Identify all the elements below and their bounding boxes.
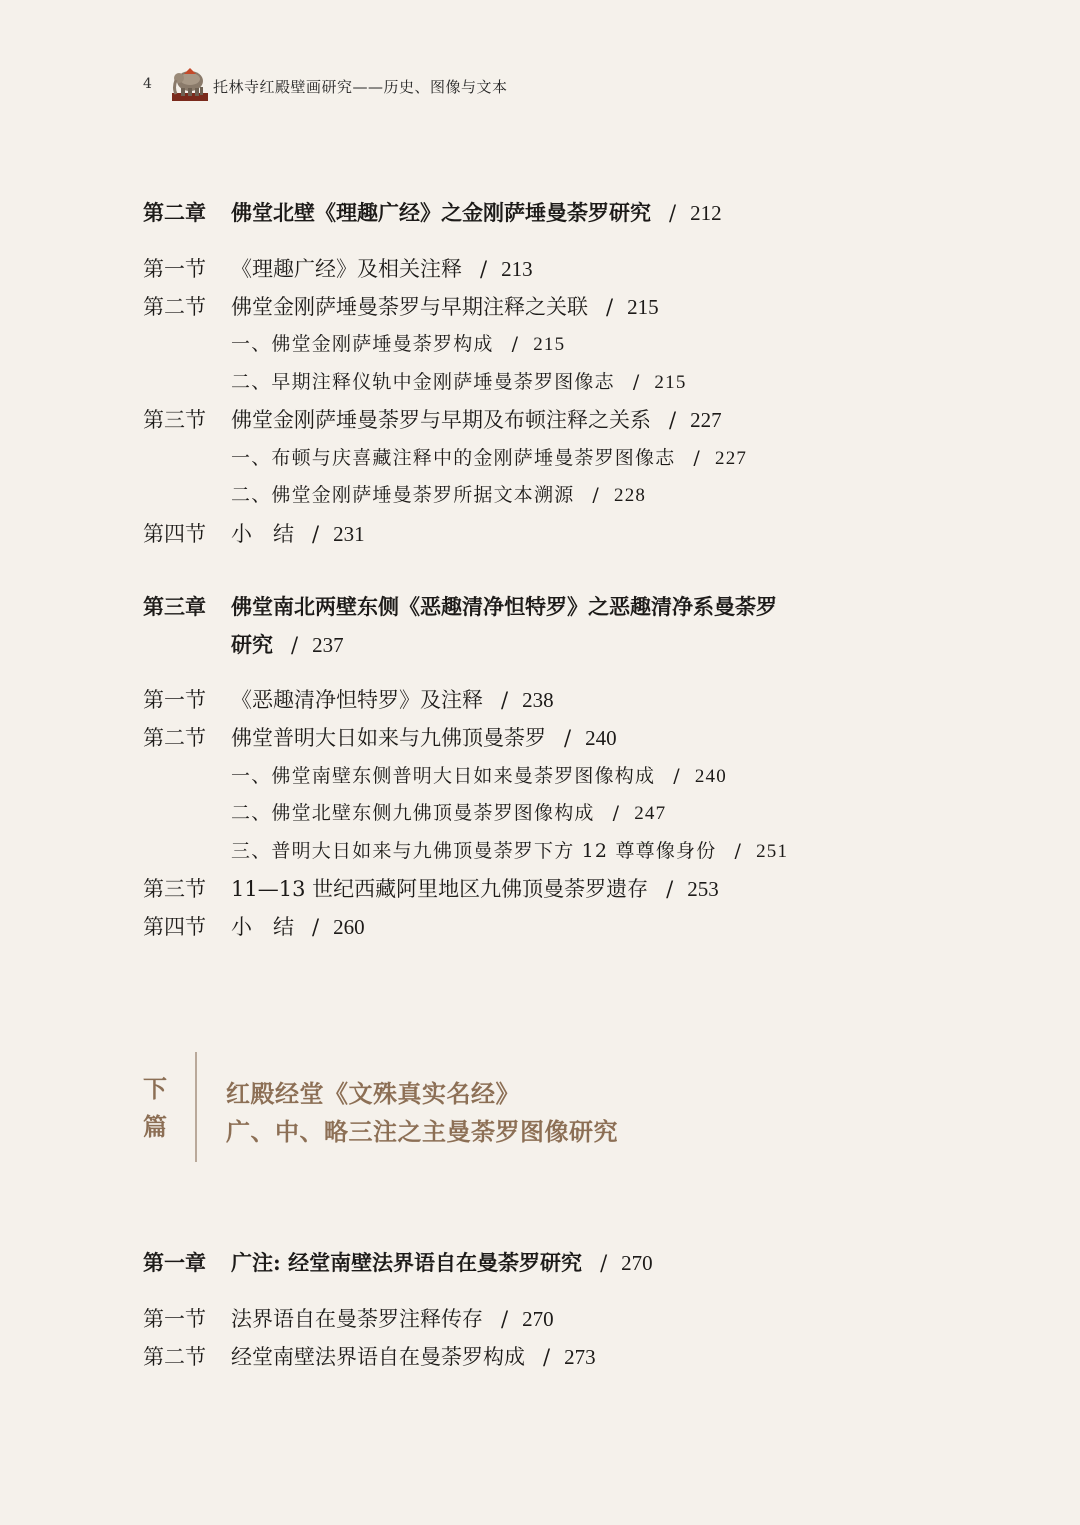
- separator: /: [312, 522, 320, 546]
- toc-title: 佛堂金刚萨埵曼荼罗与早期及布顿注释之关系: [231, 408, 651, 432]
- separator: /: [480, 257, 488, 281]
- toc-title: 二、佛堂北壁东侧九佛顶曼荼罗图像构成: [231, 802, 595, 824]
- toc-page: 270: [522, 1307, 554, 1331]
- toc-page: 213: [501, 257, 533, 281]
- part-mark: 篇: [143, 1112, 167, 1141]
- toc-title: 佛堂普明大日如来与九佛顶曼荼罗: [231, 726, 546, 750]
- toc-page: 260: [333, 915, 365, 939]
- toc-page: 247: [634, 803, 667, 824]
- part-title: 红殿经堂《文殊真实名经》: [226, 1079, 520, 1108]
- toc-entry[interactable]: [143, 254, 533, 284]
- toc-page: 238: [522, 688, 554, 712]
- part-subtitle: 广、中、略三注之主曼荼罗图像研究: [226, 1117, 618, 1146]
- toc-label: 第四节: [143, 522, 206, 546]
- toc-page: 228: [614, 485, 647, 506]
- toc-entry[interactable]: [143, 685, 554, 715]
- toc-page: 215: [533, 334, 566, 355]
- toc-page: 212: [690, 201, 722, 225]
- toc-entry[interactable]: [143, 1342, 596, 1372]
- toc-chapter[interactable]: [143, 198, 722, 228]
- toc-title: 法界语自在曼荼罗注释传存: [231, 1307, 483, 1331]
- separator: /: [501, 1307, 509, 1331]
- toc-label: 第一节: [143, 1307, 206, 1331]
- toc-chapter[interactable]: [143, 1248, 653, 1278]
- part-mark: 下: [143, 1074, 167, 1103]
- separator: /: [312, 915, 320, 939]
- toc-label: 第二节: [143, 295, 206, 319]
- toc-page: 273: [564, 1345, 596, 1369]
- toc-title: 佛堂金刚萨埵曼荼罗与早期注释之关联: [231, 295, 588, 319]
- toc-title: 一、佛堂南壁东侧普明大日如来曼荼罗图像构成: [231, 765, 656, 787]
- toc-label: 第三节: [143, 877, 206, 901]
- toc-label: 第四节: [143, 915, 206, 939]
- toc-title: 一、佛堂金刚萨埵曼荼罗构成: [231, 333, 494, 355]
- toc-title: 《恶趣清净怛特罗》及注释: [231, 688, 483, 712]
- separator: /: [600, 1251, 608, 1275]
- toc-page: 215: [654, 372, 687, 393]
- separator: /: [592, 484, 601, 506]
- toc-title: 三、普明大日如来与九佛顶曼荼罗下方 12 尊尊像身份: [231, 840, 717, 862]
- separator: /: [673, 765, 681, 787]
- toc-entry[interactable]: [143, 1304, 554, 1334]
- separator: /: [734, 840, 743, 862]
- toc-title: 经堂南壁法界语自在曼荼罗构成: [231, 1345, 525, 1369]
- toc-label: 第一节: [143, 688, 206, 712]
- separator: /: [564, 726, 572, 750]
- separator: /: [612, 802, 621, 824]
- separator: /: [693, 447, 702, 469]
- toc-page: 227: [690, 408, 722, 432]
- toc-title: 佛堂北壁《理趣广经》之金刚萨埵曼荼罗研究: [231, 200, 651, 225]
- toc-page: 240: [694, 766, 727, 787]
- toc-page: 237: [312, 633, 344, 657]
- separator: /: [501, 688, 509, 712]
- toc-label: 第一章: [143, 1250, 206, 1275]
- toc-entry[interactable]: [143, 405, 722, 435]
- separator: /: [606, 295, 614, 319]
- toc-page: 215: [627, 295, 659, 319]
- toc-title: 佛堂南北两壁东侧《恶趣清净怛特罗》之恶趣清净系曼荼罗: [231, 594, 777, 619]
- toc-title: 二、早期注释仪轨中金刚萨埵曼荼罗图像志: [231, 371, 615, 393]
- toc-title: 小 结: [231, 915, 294, 939]
- toc-chapter[interactable]: [143, 592, 777, 622]
- toc-title: 11—13 世纪西藏阿里地区九佛顶曼荼罗遗存: [231, 877, 649, 901]
- page-number: 4: [143, 76, 152, 92]
- toc-page: 227: [715, 448, 748, 469]
- elephant-emblem-icon: [172, 66, 208, 102]
- toc-page: 253: [687, 877, 719, 901]
- toc-title: 一、布顿与庆喜藏注释中的金刚萨埵曼荼罗图像志: [231, 447, 676, 469]
- separator: /: [291, 633, 299, 657]
- separator: /: [511, 333, 520, 355]
- separator: /: [632, 371, 641, 393]
- toc-label: 第一节: [143, 257, 206, 281]
- toc-label: 第二节: [143, 1345, 206, 1369]
- separator: /: [543, 1345, 551, 1369]
- toc-page: 270: [621, 1251, 653, 1275]
- toc-label: 第二章: [143, 200, 206, 225]
- toc-page: 240: [585, 726, 617, 750]
- toc-label: 第三章: [143, 594, 206, 619]
- toc-page: 251: [756, 841, 789, 862]
- toc-label: 第二节: [143, 726, 206, 750]
- running-title: 托林寺红殿壁画研究——历史、图像与文本: [213, 78, 508, 96]
- toc-label: 第三节: [143, 408, 206, 432]
- part-divider: [195, 1052, 197, 1162]
- toc-entry[interactable]: [143, 874, 719, 904]
- toc-title: 广注: 经堂南壁法界语自在曼荼罗研究: [231, 1250, 583, 1275]
- toc-title: 研究: [231, 632, 273, 657]
- toc-entry[interactable]: [143, 292, 659, 322]
- toc-entry[interactable]: [143, 519, 365, 549]
- toc-page: 231: [333, 522, 365, 546]
- toc-title: 二、佛堂金刚萨埵曼荼罗所据文本溯源: [231, 484, 575, 506]
- separator: /: [666, 877, 674, 901]
- separator: /: [669, 201, 677, 225]
- toc-title: 《理趣广经》及相关注释: [231, 257, 462, 281]
- toc-entry[interactable]: [143, 723, 617, 753]
- toc-entry[interactable]: [143, 912, 365, 942]
- separator: /: [669, 408, 677, 432]
- toc-title: 小 结: [231, 522, 294, 546]
